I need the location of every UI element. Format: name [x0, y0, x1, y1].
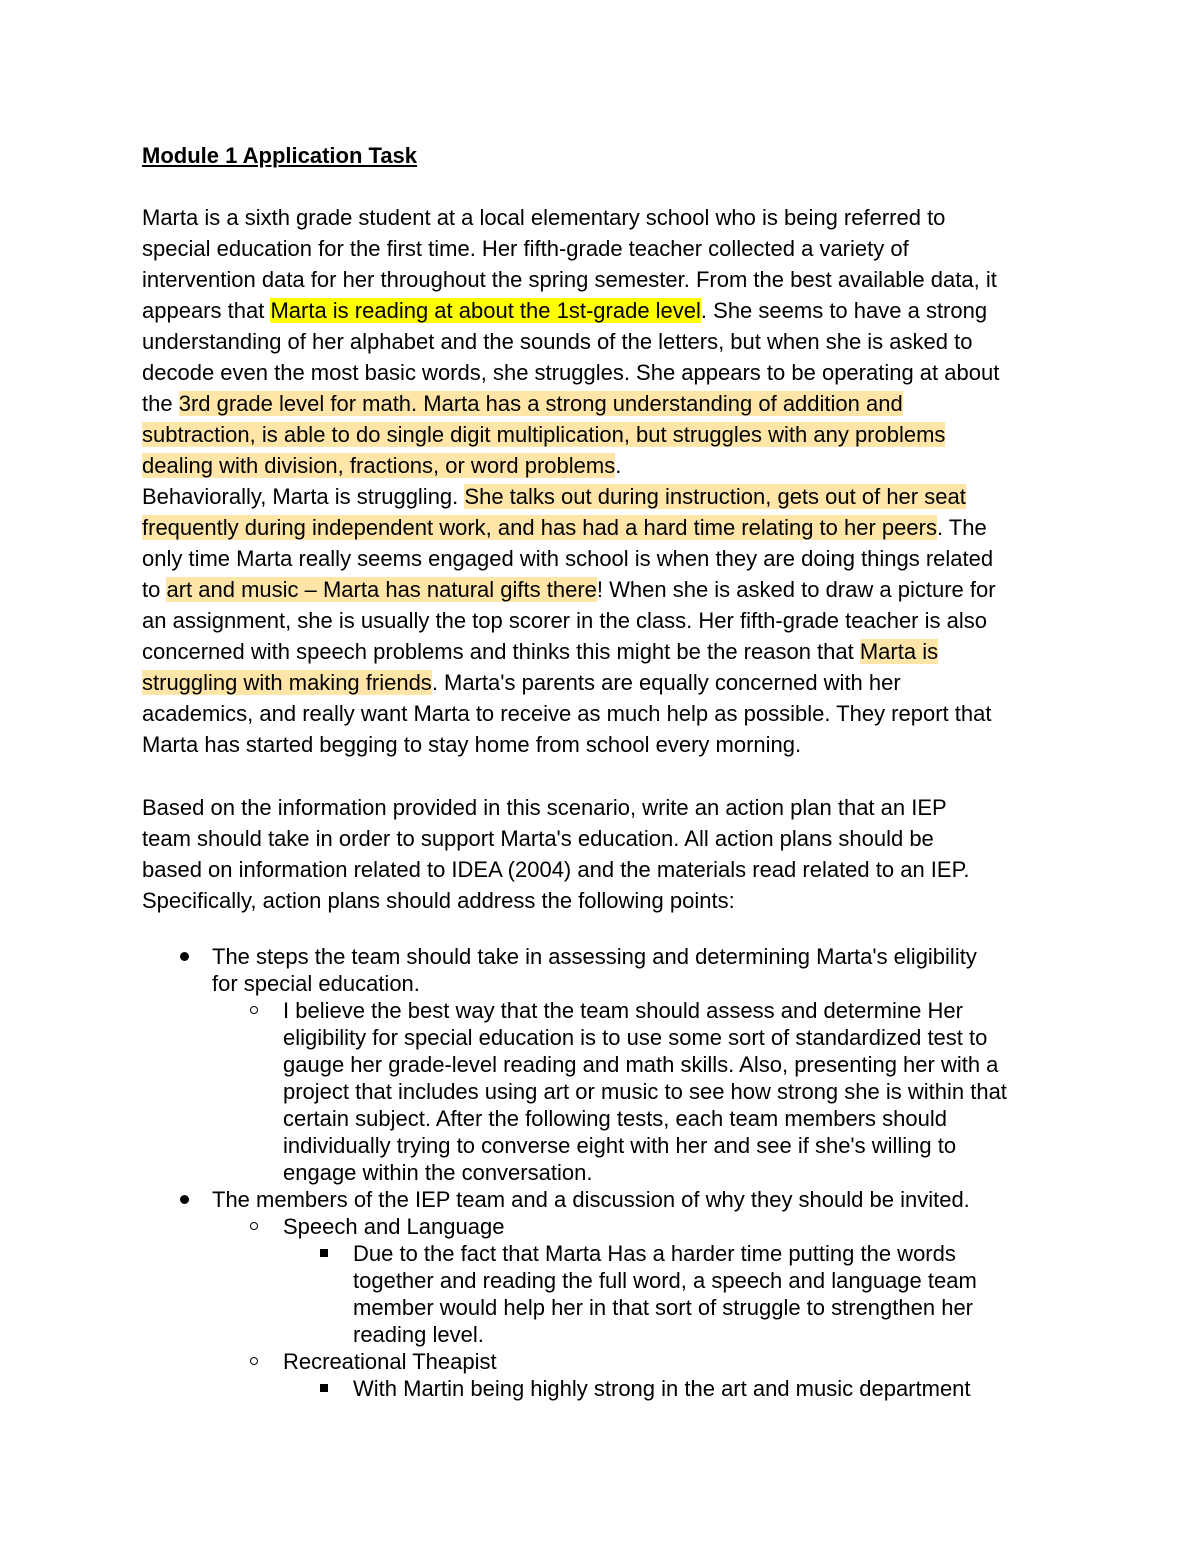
square-bullet-icon [320, 1384, 328, 1392]
circle-bullet-icon [250, 1222, 258, 1230]
scenario-line [142, 326, 1072, 357]
list-item-level-3 [353, 1240, 977, 1348]
list-item-line: Recreational Theapist [283, 1349, 497, 1374]
highlighted-text: frequently during independent work, and has had a hard time relating to her peers [142, 515, 937, 540]
list-item-line: gauge her grade-level reading and math skills. Also, presenting her with a [283, 1052, 999, 1077]
instructions-line: based on information related to IDEA (2004) and the materials read related to an IEP. [142, 857, 970, 882]
scenario-line [142, 481, 1072, 512]
list-item-line: member would help her in that sort of struggle to strengthen her [353, 1295, 974, 1320]
text-run: . Marta's parents are equally concerned with her [431, 670, 901, 695]
text-run: . [615, 453, 622, 478]
text-run: Marta has started begging to stay home from school every morning. [142, 732, 802, 757]
scenario-line [142, 202, 1072, 233]
scenario-line [142, 667, 1072, 698]
highlighted-text: dealing with division, fractions, or word problems [142, 453, 616, 478]
list-item-level-1 [212, 943, 977, 997]
list-item-line: Speech and Language [283, 1214, 505, 1239]
scenario-line [142, 357, 1072, 388]
text-run: . She seems to have a strong [700, 298, 988, 323]
list-item-level-2 [283, 1213, 504, 1240]
highlighted-text: art and music – Marta has natural gifts there [166, 577, 597, 602]
text-run: Behaviorally, Marta is struggling. [142, 484, 465, 509]
scenario-line [142, 233, 1072, 264]
scenario-line [142, 388, 1072, 419]
text-run: understanding of her alphabet and the sounds of the letters, but when she is asked to [142, 329, 973, 354]
scenario-line [142, 512, 1072, 543]
text-run: intervention data for her throughout the spring semester. From the best available data, it [142, 267, 997, 292]
disc-bullet-icon [180, 1195, 189, 1204]
document-title: Module 1 Application Task [142, 143, 418, 168]
text-run: . The [936, 515, 987, 540]
text-run: ! When she is asked to draw a picture for [596, 577, 996, 602]
list-item-level-1 [212, 1186, 970, 1213]
circle-bullet-icon [250, 1357, 258, 1365]
text-run: decode even the most basic words, she struggles. She appears to be operating at about [142, 360, 1000, 385]
instructions-line: Based on the information provided in this scenario, write an action plan that an IEP [142, 795, 947, 820]
text-run: only time Marta really seems engaged with school is when they are doing things related [142, 546, 994, 571]
list-item-line: The steps the team should take in assessing and determining Marta's eligibility [212, 944, 977, 969]
list-item-line: project that includes using art or music to see how strong she is within that [283, 1079, 1007, 1104]
scenario-line [142, 264, 1072, 295]
list-item-level-2 [283, 997, 1007, 1186]
text-run: Marta is a sixth grade student at a local elementary school who is being referred to [142, 205, 946, 230]
square-bullet-icon [320, 1249, 328, 1257]
scenario-line [142, 574, 1072, 605]
scenario-line [142, 543, 1072, 574]
scenario-line [142, 295, 1072, 326]
list-item-line: certain subject. After the following tests, each team members should [283, 1106, 947, 1131]
highlighted-text: Marta is [859, 639, 939, 664]
scenario-line [142, 450, 1072, 481]
text-run: academics, and really want Marta to receive as much help as possible. They report that [142, 701, 992, 726]
instructions-line: Specifically, action plans should address the following points: [142, 888, 735, 913]
disc-bullet-icon [180, 952, 189, 961]
list-item-line: reading level. [353, 1322, 484, 1347]
instructions-line: team should take in order to support Marta's education. All action plans should be [142, 826, 934, 851]
list-item-line: together and reading the full word, a speech and language team [353, 1268, 977, 1293]
highlighted-text: She talks out during instruction, gets out of her seat [464, 484, 966, 509]
list-item-level-3 [353, 1375, 971, 1402]
scenario-line [142, 419, 1072, 450]
scenario-line [142, 636, 1072, 667]
list-item-level-2 [283, 1348, 497, 1375]
list-item-line: eligibility for special education is to use some sort of standardized test to [283, 1025, 988, 1050]
scenario-paragraph [142, 202, 1072, 760]
text-run: the [142, 391, 179, 416]
list-item-line: engage within the conversation. [283, 1160, 593, 1185]
highlighted-text: Marta is reading at about the 1st-grade level [270, 298, 701, 323]
list-item-line: The members of the IEP team and a discussion of why they should be invited. [212, 1187, 970, 1212]
scenario-line [142, 729, 1072, 760]
highlighted-text: subtraction, is able to do single digit multiplication, but struggles with any problems [142, 422, 946, 447]
text-run: an assignment, she is usually the top scorer in the class. Her fifth-grade teacher is also [142, 608, 987, 633]
instructions-paragraph [142, 792, 1072, 916]
text-run: concerned with speech problems and thinks this might be the reason that [142, 639, 860, 664]
text-run: appears that [142, 298, 271, 323]
list-item-line: individually trying to converse eight with her and see if she's willing to [283, 1133, 957, 1158]
list-item-line: With Martin being highly strong in the art and music department [353, 1376, 971, 1401]
list-item-line: I believe the best way that the team should assess and determine Her [283, 998, 963, 1023]
list-item-line: Due to the fact that Marta Has a harder time putting the words [353, 1241, 956, 1266]
scenario-line [142, 605, 1072, 636]
highlighted-text: 3rd grade level for math. Marta has a strong understanding of addition and [178, 391, 903, 416]
scenario-line [142, 698, 1072, 729]
list-item-line: for special education. [212, 971, 420, 996]
text-run: special education for the first time. Her fifth-grade teacher collected a variety of [142, 236, 909, 261]
highlighted-text: struggling with making friends [142, 670, 432, 695]
circle-bullet-icon [250, 1006, 258, 1014]
text-run: to [142, 577, 167, 602]
